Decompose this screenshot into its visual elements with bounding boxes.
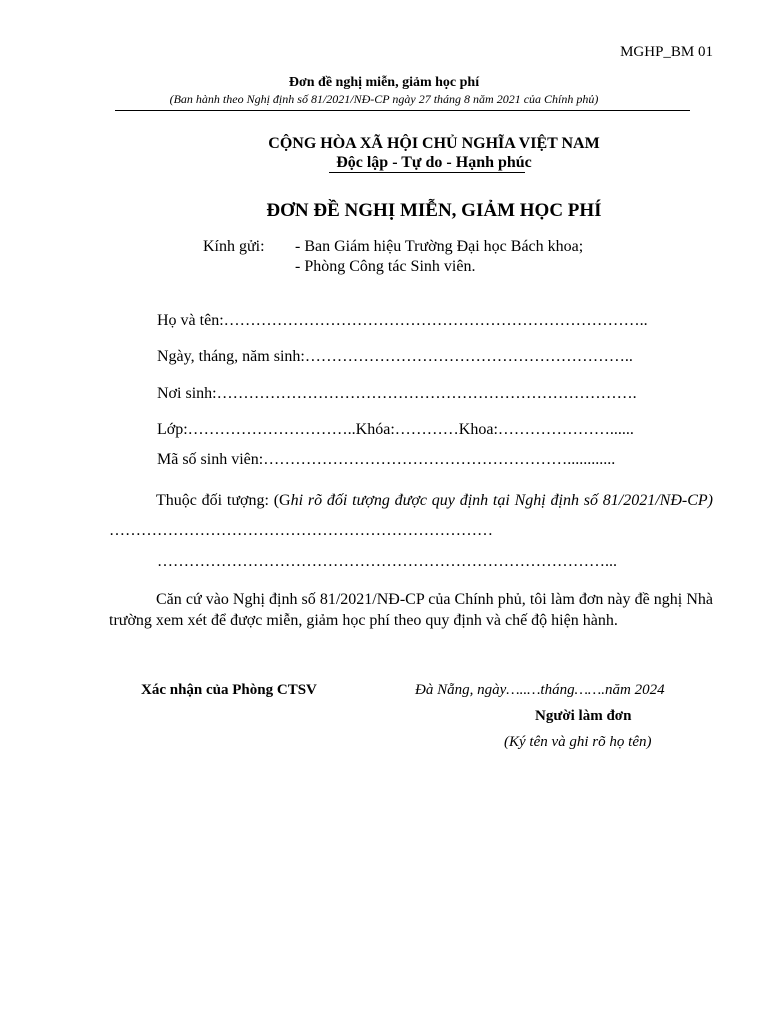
- class-course-faculty-field: Lớp:…………………………..Khóa:…………Khoa:…………………......: [157, 421, 634, 438]
- request-text: Căn cứ vào Nghị định số 81/2021/NĐ-CP của Chính phủ, tôi làm đơn này đề nghị Nhà trường xem xét để được miễn, giảm học phí theo quy định và chế độ hiện hành.: [109, 591, 713, 629]
- form-code: MGHP_BM 01: [620, 44, 713, 60]
- motto-underline: [329, 172, 525, 173]
- request-paragraph: [109, 589, 713, 631]
- target-line-2: …………………………………………………………………………...: [157, 553, 617, 570]
- target-dots: ………………………………………………………………: [109, 522, 493, 539]
- national-title: CỘNG HÒA XÃ HỘI CHỦ NGHĨA VIỆT NAM: [268, 135, 600, 152]
- dob-field: Ngày, tháng, năm sinh:……………………………………………………..: [157, 348, 633, 365]
- form-header-title: Đơn đề nghị miễn, giảm học phí: [288, 75, 480, 90]
- form-header-subtitle: (Ban hành theo Nghị định số 81/2021/NĐ-CP ngày 27 tháng 8 năm 2021 của Chính phủ): [169, 92, 599, 106]
- ctsv-confirmation-label: Xác nhận của Phòng CTSV: [141, 682, 317, 698]
- target-group-field: [109, 486, 713, 546]
- target-prefix: Thuộc đối tượng: (G: [156, 492, 291, 509]
- national-motto: Độc lập - Tự do - Hạnh phúc: [336, 154, 532, 171]
- target-instruction: hi rõ đối tượng được quy định tại Nghị định số 81/2021/NĐ-CP): [290, 492, 714, 509]
- applicant-label: Người làm đơn: [535, 708, 632, 724]
- date-line: Đà Nẵng, ngày…..…tháng…….năm 2024: [415, 682, 665, 698]
- recipient-item: - Phòng Công tác Sinh viên.: [295, 258, 476, 275]
- header-divider: [115, 110, 690, 111]
- document-title: ĐƠN ĐỀ NGHỊ MIỄN, GIẢM HỌC PHÍ: [266, 200, 602, 221]
- name-field: Họ và tên:……………………………………………………………………..: [157, 312, 648, 329]
- recipient-label: Kính gửi:: [203, 238, 265, 255]
- birthplace-field: Nơi sinh:…………………………………………………………………….: [157, 385, 637, 402]
- signature-note: (Ký tên và ghi rõ họ tên): [504, 734, 652, 750]
- recipient-item: - Ban Giám hiệu Trường Đại học Bách khoa;: [295, 238, 584, 255]
- student-id-field: Mã số sinh viên:…………………………………………………............: [157, 451, 616, 468]
